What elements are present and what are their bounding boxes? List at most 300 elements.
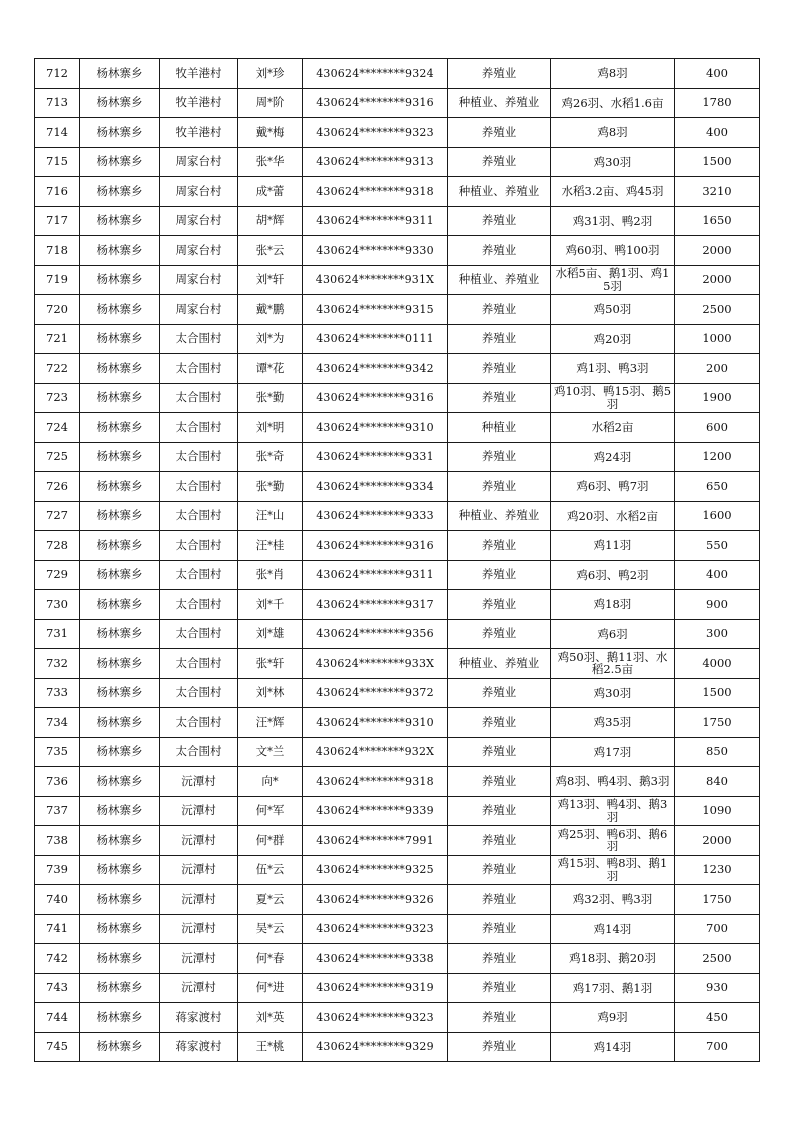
cell-id-number: 430624********931X [303,265,448,295]
cell-township: 杨林寨乡 [80,1003,160,1033]
cell-id-number: 430624********9310 [303,708,448,738]
cell-serial-number: 742 [35,944,80,974]
cell-subsidy-amount: 2000 [675,236,760,266]
cell-township: 杨林寨乡 [80,265,160,295]
cell-industry-type: 养殖业 [448,147,551,177]
cell-township: 杨林寨乡 [80,767,160,797]
cell-village: 太合围村 [160,737,238,767]
table-row [35,708,760,738]
cell-subsidy-amount: 1500 [675,678,760,708]
cell-township: 杨林寨乡 [80,88,160,118]
cell-village: 太合围村 [160,442,238,472]
table-row [35,383,760,413]
cell-industry-type: 养殖业 [448,678,551,708]
cell-serial-number: 744 [35,1003,80,1033]
table-row [35,236,760,266]
cell-serial-number: 721 [35,324,80,354]
table-row [35,472,760,502]
cell-farmer-name: 何*群 [238,826,303,856]
cell-scale-detail: 鸡17羽、鹅1羽 [551,973,675,1003]
cell-township: 杨林寨乡 [80,442,160,472]
cell-village: 太合围村 [160,472,238,502]
cell-village: 周家台村 [160,177,238,207]
cell-id-number: 430624********9311 [303,206,448,236]
cell-farmer-name: 王*桃 [238,1032,303,1062]
cell-farmer-name: 戴*梅 [238,118,303,148]
cell-subsidy-amount: 550 [675,531,760,561]
cell-farmer-name: 戴*鹏 [238,295,303,325]
cell-township: 杨林寨乡 [80,619,160,649]
cell-farmer-name: 汪*桂 [238,531,303,561]
cell-subsidy-amount: 300 [675,619,760,649]
cell-village: 沅潭村 [160,885,238,915]
cell-serial-number: 732 [35,649,80,679]
cell-scale-detail: 鸡13羽、鸭4羽、鹅3羽 [551,796,675,826]
table-row [35,767,760,797]
cell-serial-number: 724 [35,413,80,443]
cell-industry-type: 养殖业 [448,914,551,944]
cell-serial-number: 718 [35,236,80,266]
table-row [35,354,760,384]
cell-village: 沅潭村 [160,796,238,826]
cell-township: 杨林寨乡 [80,413,160,443]
cell-serial-number: 727 [35,501,80,531]
cell-farmer-name: 张*云 [238,236,303,266]
table-row [35,501,760,531]
cell-id-number: 430624********9326 [303,885,448,915]
cell-subsidy-amount: 1650 [675,206,760,236]
cell-subsidy-amount: 200 [675,354,760,384]
cell-farmer-name: 张*勤 [238,383,303,413]
cell-village: 太合围村 [160,590,238,620]
table-row [35,885,760,915]
cell-village: 牧羊港村 [160,88,238,118]
cell-serial-number: 713 [35,88,80,118]
cell-id-number: 430624********9324 [303,59,448,89]
table-row [35,619,760,649]
cell-industry-type: 种植业、养殖业 [448,649,551,679]
cell-scale-detail: 鸡10羽、鸭15羽、鹅5羽 [551,383,675,413]
cell-township: 杨林寨乡 [80,737,160,767]
table-row [35,826,760,856]
cell-farmer-name: 文*兰 [238,737,303,767]
cell-scale-detail: 鸡30羽 [551,678,675,708]
cell-village: 太合围村 [160,708,238,738]
cell-id-number: 430624********9323 [303,914,448,944]
cell-scale-detail: 水稻5亩、鹅1羽、鸡15羽 [551,265,675,295]
table-row [35,855,760,885]
cell-serial-number: 725 [35,442,80,472]
cell-industry-type: 养殖业 [448,737,551,767]
cell-farmer-name: 汪*山 [238,501,303,531]
cell-village: 沅潭村 [160,855,238,885]
cell-farmer-name: 刘*林 [238,678,303,708]
cell-industry-type: 种植业、养殖业 [448,177,551,207]
cell-scale-detail: 鸡31羽、鸭2羽 [551,206,675,236]
records-table [34,58,760,1062]
cell-scale-detail: 鸡14羽 [551,1032,675,1062]
cell-village: 周家台村 [160,265,238,295]
cell-serial-number: 722 [35,354,80,384]
cell-subsidy-amount: 1090 [675,796,760,826]
cell-id-number: 430624********9339 [303,796,448,826]
cell-id-number: 430624********9323 [303,118,448,148]
cell-scale-detail: 鸡18羽、鹅20羽 [551,944,675,974]
cell-id-number: 430624********9316 [303,88,448,118]
cell-subsidy-amount: 850 [675,737,760,767]
table-row [35,324,760,354]
cell-subsidy-amount: 1230 [675,855,760,885]
cell-id-number: 430624********9319 [303,973,448,1003]
cell-township: 杨林寨乡 [80,590,160,620]
cell-id-number: 430624********9331 [303,442,448,472]
cell-township: 杨林寨乡 [80,383,160,413]
cell-serial-number: 719 [35,265,80,295]
table-row [35,88,760,118]
cell-farmer-name: 何*军 [238,796,303,826]
cell-serial-number: 723 [35,383,80,413]
cell-township: 杨林寨乡 [80,678,160,708]
cell-scale-detail: 鸡20羽 [551,324,675,354]
cell-serial-number: 733 [35,678,80,708]
table-row [35,649,760,679]
cell-scale-detail: 鸡50羽、鹅11羽、水稻2.5亩 [551,649,675,679]
cell-farmer-name: 刘*英 [238,1003,303,1033]
cell-scale-detail: 鸡35羽 [551,708,675,738]
cell-farmer-name: 成*蕾 [238,177,303,207]
cell-subsidy-amount: 2000 [675,265,760,295]
cell-industry-type: 养殖业 [448,590,551,620]
cell-township: 杨林寨乡 [80,59,160,89]
cell-serial-number: 743 [35,973,80,1003]
cell-scale-detail: 鸡6羽、鸭7羽 [551,472,675,502]
table-row [35,118,760,148]
cell-industry-type: 养殖业 [448,295,551,325]
cell-scale-detail: 鸡15羽、鸭8羽、鹅1羽 [551,855,675,885]
table-row [35,737,760,767]
cell-township: 杨林寨乡 [80,324,160,354]
table-row [35,1003,760,1033]
cell-village: 周家台村 [160,295,238,325]
cell-industry-type: 养殖业 [448,472,551,502]
cell-farmer-name: 向* [238,767,303,797]
cell-subsidy-amount: 2500 [675,295,760,325]
cell-industry-type: 养殖业 [448,442,551,472]
table-row [35,678,760,708]
cell-township: 杨林寨乡 [80,472,160,502]
cell-industry-type: 养殖业 [448,826,551,856]
cell-id-number: 430624********9318 [303,767,448,797]
cell-id-number: 430624********9317 [303,590,448,620]
cell-township: 杨林寨乡 [80,118,160,148]
cell-township: 杨林寨乡 [80,295,160,325]
cell-subsidy-amount: 400 [675,118,760,148]
cell-subsidy-amount: 700 [675,914,760,944]
cell-village: 沅潭村 [160,973,238,1003]
cell-scale-detail: 鸡17羽 [551,737,675,767]
cell-scale-detail: 鸡24羽 [551,442,675,472]
cell-farmer-name: 刘*为 [238,324,303,354]
cell-farmer-name: 刘*明 [238,413,303,443]
cell-subsidy-amount: 900 [675,590,760,620]
cell-industry-type: 养殖业 [448,767,551,797]
cell-farmer-name: 刘*千 [238,590,303,620]
cell-scale-detail: 鸡6羽 [551,619,675,649]
cell-village: 太合围村 [160,501,238,531]
cell-industry-type: 养殖业 [448,383,551,413]
cell-farmer-name: 胡*辉 [238,206,303,236]
cell-village: 太合围村 [160,383,238,413]
cell-scale-detail: 鸡50羽 [551,295,675,325]
cell-scale-detail: 鸡8羽 [551,59,675,89]
table-row [35,147,760,177]
table-row [35,413,760,443]
cell-scale-detail: 鸡8羽 [551,118,675,148]
table-row [35,265,760,295]
cell-industry-type: 养殖业 [448,206,551,236]
cell-serial-number: 736 [35,767,80,797]
cell-subsidy-amount: 4000 [675,649,760,679]
cell-id-number: 430624********9338 [303,944,448,974]
table-row [35,1032,760,1062]
cell-subsidy-amount: 600 [675,413,760,443]
cell-township: 杨林寨乡 [80,973,160,1003]
cell-serial-number: 731 [35,619,80,649]
cell-farmer-name: 何*春 [238,944,303,974]
cell-farmer-name: 张*肖 [238,560,303,590]
cell-subsidy-amount: 840 [675,767,760,797]
cell-township: 杨林寨乡 [80,796,160,826]
cell-industry-type: 养殖业 [448,944,551,974]
cell-id-number: 430624********9342 [303,354,448,384]
cell-village: 周家台村 [160,206,238,236]
cell-village: 蒋家渡村 [160,1003,238,1033]
cell-serial-number: 734 [35,708,80,738]
cell-township: 杨林寨乡 [80,1032,160,1062]
cell-subsidy-amount: 2000 [675,826,760,856]
cell-id-number: 430624********9330 [303,236,448,266]
cell-subsidy-amount: 1000 [675,324,760,354]
cell-serial-number: 741 [35,914,80,944]
cell-village: 太合围村 [160,678,238,708]
cell-id-number: 430624********9311 [303,560,448,590]
cell-village: 太合围村 [160,619,238,649]
cell-scale-detail: 水稻3.2亩、鸡45羽 [551,177,675,207]
cell-serial-number: 726 [35,472,80,502]
cell-industry-type: 种植业、养殖业 [448,265,551,295]
cell-id-number: 430624********9323 [303,1003,448,1033]
table-row [35,442,760,472]
cell-township: 杨林寨乡 [80,708,160,738]
cell-serial-number: 740 [35,885,80,915]
cell-subsidy-amount: 650 [675,472,760,502]
table-row [35,59,760,89]
cell-township: 杨林寨乡 [80,177,160,207]
cell-farmer-name: 张*华 [238,147,303,177]
cell-industry-type: 种植业、养殖业 [448,501,551,531]
cell-farmer-name: 刘*雄 [238,619,303,649]
cell-farmer-name: 伍*云 [238,855,303,885]
cell-farmer-name: 刘*珍 [238,59,303,89]
cell-township: 杨林寨乡 [80,531,160,561]
cell-subsidy-amount: 1750 [675,708,760,738]
cell-farmer-name: 何*进 [238,973,303,1003]
cell-farmer-name: 夏*云 [238,885,303,915]
cell-scale-detail: 鸡20羽、水稻2亩 [551,501,675,531]
cell-subsidy-amount: 1780 [675,88,760,118]
cell-serial-number: 729 [35,560,80,590]
cell-industry-type: 养殖业 [448,885,551,915]
table-row [35,295,760,325]
cell-township: 杨林寨乡 [80,560,160,590]
cell-industry-type: 养殖业 [448,118,551,148]
table-row [35,973,760,1003]
cell-village: 牧羊港村 [160,59,238,89]
cell-industry-type: 养殖业 [448,354,551,384]
cell-village: 牧羊港村 [160,118,238,148]
cell-id-number: 430624********9316 [303,531,448,561]
cell-serial-number: 728 [35,531,80,561]
cell-village: 太合围村 [160,560,238,590]
cell-township: 杨林寨乡 [80,206,160,236]
cell-subsidy-amount: 1750 [675,885,760,915]
cell-farmer-name: 吴*云 [238,914,303,944]
cell-scale-detail: 鸡18羽 [551,590,675,620]
table-row [35,206,760,236]
cell-industry-type: 养殖业 [448,560,551,590]
table-row [35,944,760,974]
cell-subsidy-amount: 1500 [675,147,760,177]
cell-serial-number: 714 [35,118,80,148]
cell-scale-detail: 鸡32羽、鸭3羽 [551,885,675,915]
cell-id-number: 430624********0111 [303,324,448,354]
cell-farmer-name: 刘*轩 [238,265,303,295]
cell-scale-detail: 鸡11羽 [551,531,675,561]
records-body [35,59,760,1062]
table-row [35,796,760,826]
cell-subsidy-amount: 1200 [675,442,760,472]
cell-village: 太合围村 [160,413,238,443]
cell-scale-detail: 鸡9羽 [551,1003,675,1033]
cell-subsidy-amount: 700 [675,1032,760,1062]
cell-serial-number: 715 [35,147,80,177]
cell-industry-type: 养殖业 [448,796,551,826]
cell-scale-detail: 鸡8羽、鸭4羽、鹅3羽 [551,767,675,797]
cell-industry-type: 种植业、养殖业 [448,88,551,118]
cell-id-number: 430624********9316 [303,383,448,413]
cell-id-number: 430624********9325 [303,855,448,885]
cell-village: 沅潭村 [160,944,238,974]
cell-serial-number: 735 [35,737,80,767]
cell-serial-number: 720 [35,295,80,325]
cell-serial-number: 738 [35,826,80,856]
cell-township: 杨林寨乡 [80,649,160,679]
cell-id-number: 430624********9333 [303,501,448,531]
cell-farmer-name: 谭*花 [238,354,303,384]
cell-village: 蒋家渡村 [160,1032,238,1062]
cell-village: 太合围村 [160,354,238,384]
cell-village: 沅潭村 [160,826,238,856]
cell-township: 杨林寨乡 [80,826,160,856]
cell-serial-number: 730 [35,590,80,620]
cell-subsidy-amount: 930 [675,973,760,1003]
cell-id-number: 430624********9313 [303,147,448,177]
cell-subsidy-amount: 1600 [675,501,760,531]
cell-farmer-name: 周*阶 [238,88,303,118]
cell-id-number: 430624********933X [303,649,448,679]
cell-township: 杨林寨乡 [80,236,160,266]
cell-industry-type: 养殖业 [448,619,551,649]
cell-subsidy-amount: 400 [675,59,760,89]
cell-serial-number: 739 [35,855,80,885]
cell-scale-detail: 鸡1羽、鸭3羽 [551,354,675,384]
cell-industry-type: 养殖业 [448,973,551,1003]
cell-id-number: 430624********9356 [303,619,448,649]
cell-township: 杨林寨乡 [80,354,160,384]
cell-serial-number: 737 [35,796,80,826]
cell-id-number: 430624********7991 [303,826,448,856]
table-row [35,177,760,207]
cell-township: 杨林寨乡 [80,944,160,974]
cell-subsidy-amount: 3210 [675,177,760,207]
cell-scale-detail: 鸡26羽、水稻1.6亩 [551,88,675,118]
cell-serial-number: 745 [35,1032,80,1062]
cell-scale-detail: 水稻2亩 [551,413,675,443]
cell-id-number: 430624********9372 [303,678,448,708]
cell-industry-type: 养殖业 [448,1003,551,1033]
cell-industry-type: 种植业 [448,413,551,443]
cell-village: 太合围村 [160,649,238,679]
table-row [35,531,760,561]
table-row [35,560,760,590]
cell-id-number: 430624********9315 [303,295,448,325]
table-row [35,914,760,944]
cell-industry-type: 养殖业 [448,531,551,561]
cell-id-number: 430624********9318 [303,177,448,207]
cell-scale-detail: 鸡60羽、鸭100羽 [551,236,675,266]
cell-scale-detail: 鸡25羽、鸭6羽、鹅6羽 [551,826,675,856]
cell-industry-type: 养殖业 [448,708,551,738]
cell-industry-type: 养殖业 [448,1032,551,1062]
cell-scale-detail: 鸡30羽 [551,147,675,177]
table-row [35,590,760,620]
cell-farmer-name: 张*勤 [238,472,303,502]
cell-subsidy-amount: 2500 [675,944,760,974]
cell-industry-type: 养殖业 [448,855,551,885]
cell-township: 杨林寨乡 [80,501,160,531]
cell-id-number: 430624********932X [303,737,448,767]
cell-scale-detail: 鸡14羽 [551,914,675,944]
cell-township: 杨林寨乡 [80,855,160,885]
cell-industry-type: 养殖业 [448,59,551,89]
cell-township: 杨林寨乡 [80,914,160,944]
cell-village: 沅潭村 [160,914,238,944]
cell-industry-type: 养殖业 [448,236,551,266]
cell-village: 周家台村 [160,236,238,266]
cell-subsidy-amount: 400 [675,560,760,590]
cell-serial-number: 712 [35,59,80,89]
cell-subsidy-amount: 1900 [675,383,760,413]
cell-industry-type: 养殖业 [448,324,551,354]
cell-farmer-name: 张*奇 [238,442,303,472]
cell-serial-number: 717 [35,206,80,236]
cell-id-number: 430624********9334 [303,472,448,502]
cell-township: 杨林寨乡 [80,885,160,915]
cell-village: 沅潭村 [160,767,238,797]
cell-farmer-name: 张*轩 [238,649,303,679]
cell-village: 太合围村 [160,324,238,354]
cell-id-number: 430624********9310 [303,413,448,443]
